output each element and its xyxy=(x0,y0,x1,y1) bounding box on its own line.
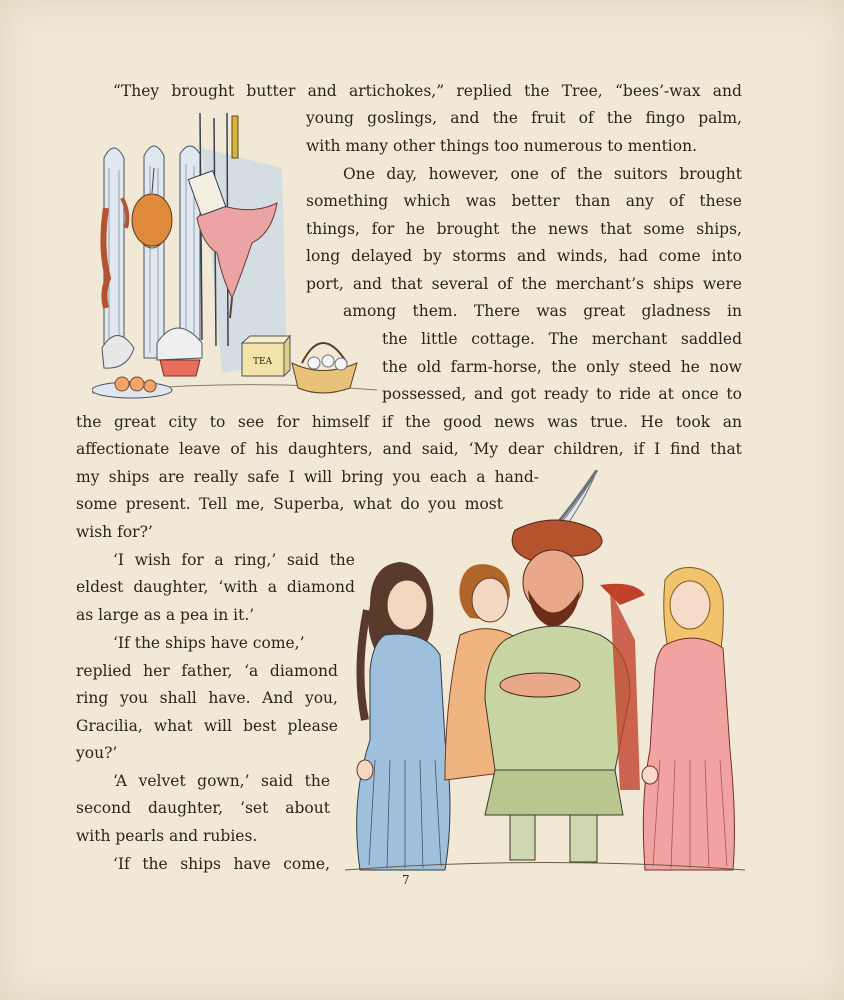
text-line: ‘If the ships have come,’ xyxy=(113,634,305,652)
text-line: ‘A velvet gown,’ said the xyxy=(113,772,330,790)
text-line: port, and that several of the merchant’s ships were xyxy=(306,275,742,293)
text-line: ‘I wish for a ring,’ said the xyxy=(113,551,355,569)
tea-box-label: TEA xyxy=(253,357,273,367)
text-line: among them. There was great gladness in xyxy=(343,302,742,320)
text-line: affectionate leave of his daughters, and said, ‘My dear children, if I find that xyxy=(76,440,742,458)
text-line: second daughter, ‘set about xyxy=(76,799,330,817)
text-line: ring you shall have. And you, xyxy=(76,689,338,707)
text-line: “They brought butter and artichokes,” replied the Tree, “bees’-wax and xyxy=(113,82,742,100)
text-line: possessed, and got ready to ride at once to xyxy=(382,385,742,403)
text-line: things, for he brought the news that some ships, xyxy=(306,220,742,238)
page-number: 7 xyxy=(402,873,410,887)
text-line: some present. Tell me, Superba, what do you most xyxy=(76,495,503,513)
text-line: you?’ xyxy=(76,744,118,762)
text-line: the old farm-horse, the only steed he now xyxy=(382,358,742,376)
text-line: One day, however, one of the suitors brought xyxy=(343,165,742,183)
text-line: replied her father, ‘a diamond xyxy=(76,662,338,680)
text-line: something which was better than any of these xyxy=(306,192,742,210)
text-line: eldest daughter, ‘with a diamond xyxy=(76,578,355,596)
text-line: the great city to see for himself if the good news was true. He took an xyxy=(76,413,742,431)
text-line: with many other things too numerous to mention. xyxy=(306,137,698,155)
text-line: wish for?’ xyxy=(76,523,153,541)
text-line: Gracilia, what will best please xyxy=(76,717,338,735)
merchant-daughters-illustration xyxy=(345,470,745,880)
text-line: long delayed by storms and winds, had come into xyxy=(306,247,742,265)
text-line: young goslings, and the fruit of the fingo palm, xyxy=(306,109,742,127)
text-line: ‘If the ships have come, xyxy=(113,855,330,873)
text-line: as large as a pea in it.’ xyxy=(76,606,255,624)
text-line: my ships are really safe I will bring you each a hand- xyxy=(76,468,539,486)
text-line: the little cottage. The merchant saddled xyxy=(382,330,742,348)
text-line: with pearls and rubies. xyxy=(76,827,258,845)
